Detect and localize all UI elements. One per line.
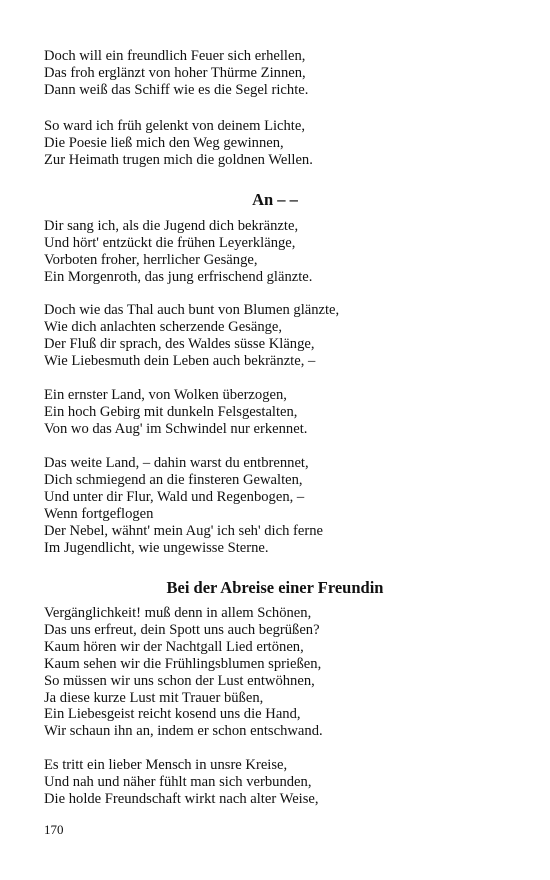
verse-line: Wir schaun ihn an, indem er schon entschwand. xyxy=(44,723,323,740)
verse-line: Doch wie das Thal auch bunt von Blumen glänzte, xyxy=(44,302,340,318)
verse-line: Und unter dir Flur, Wald und Regenbogen, – xyxy=(44,488,305,505)
verse-line: Von wo das Aug' im Schwindel nur erkennet. xyxy=(44,420,308,437)
verse-line: Das froh erglänzt von hoher Thürme Zinnen, xyxy=(44,64,306,81)
stanza xyxy=(44,387,514,438)
verse-line: Ein Liebesgeist reicht kosend uns die Hand, xyxy=(44,706,301,723)
verse-line: Doch will ein freundlich Feuer sich erhellen, xyxy=(44,48,306,64)
verse-line: Wie dich anlachten scherzende Gesänge, xyxy=(44,318,283,335)
verse-line: So ward ich früh gelenkt von deinem Lichte, xyxy=(44,118,305,134)
page-number: 170 xyxy=(44,822,64,837)
verse-line: Ein ernster Land, von Wolken überzogen, xyxy=(44,387,287,403)
verse-line: Ja diese kurze Lust mit Trauer büßen, xyxy=(44,689,264,706)
stanza xyxy=(44,218,514,286)
verse-line: Der Fluß dir sprach, des Waldes süsse Klänge, xyxy=(44,335,315,352)
stanza xyxy=(44,118,514,169)
verse-line: So müssen wir uns schon der Lust entwöhnen, xyxy=(44,672,315,689)
verse-line: Im Jugendlicht, wie ungewisse Sterne. xyxy=(44,539,269,556)
stanza xyxy=(44,757,514,808)
poem-title: An – – xyxy=(252,190,298,209)
verse-line: Es tritt ein lieber Mensch in unsre Kreise, xyxy=(44,757,288,773)
verse-line: Ein Morgenroth, das jung erfrischend glänzte. xyxy=(44,268,313,285)
poem-title: Bei der Abreise einer Freundin xyxy=(166,578,384,597)
verse-line: Wie Liebesmuth dein Leben auch bekränzte, – xyxy=(44,352,316,369)
verse-line: Kaum sehen wir die Frühlingsblumen sprießen, xyxy=(44,655,322,672)
verse-line: Die holde Freundschaft wirkt nach alter Weise, xyxy=(44,790,319,807)
verse-line: Das uns erfreut, dein Spott uns auch begrüßen? xyxy=(44,621,320,638)
stanza xyxy=(44,48,514,99)
verse-line: Dann weiß das Schiff wie es die Segel richte. xyxy=(44,81,309,98)
verse-line: Ein hoch Gebirg mit dunkeln Felsgestalten, xyxy=(44,403,298,420)
verse-line: Vergänglichkeit! muß denn in allem Schönen, xyxy=(44,605,312,621)
stanza xyxy=(44,605,514,740)
verse-line: Und hört' entzückt die frühen Leyerklänge, xyxy=(44,234,296,251)
verse-line: Das weite Land, – dahin warst du entbrennet, xyxy=(44,455,309,471)
stanza xyxy=(44,302,514,370)
verse-line: Dir sang ich, als die Jugend dich bekränzte, xyxy=(44,218,299,234)
verse-line: Vorboten froher, herrlicher Gesänge, xyxy=(44,251,258,268)
verse-line: Und nah und näher fühlt man sich verbunden, xyxy=(44,773,312,790)
verse-line: Zur Heimath trugen mich die goldnen Wellen. xyxy=(44,151,313,168)
verse-line: Wenn fortgeflogen xyxy=(44,505,154,522)
stanza xyxy=(44,455,514,556)
verse-line: Die Poesie ließ mich den Weg gewinnen, xyxy=(44,134,284,151)
verse-line: Der Nebel, wähnt' mein Aug' ich seh' dich ferne xyxy=(44,522,323,539)
verse-line: Kaum hören wir der Nachtgall Lied ertönen, xyxy=(44,638,304,655)
verse-line: Dich schmiegend an die finsteren Gewalten, xyxy=(44,471,303,488)
